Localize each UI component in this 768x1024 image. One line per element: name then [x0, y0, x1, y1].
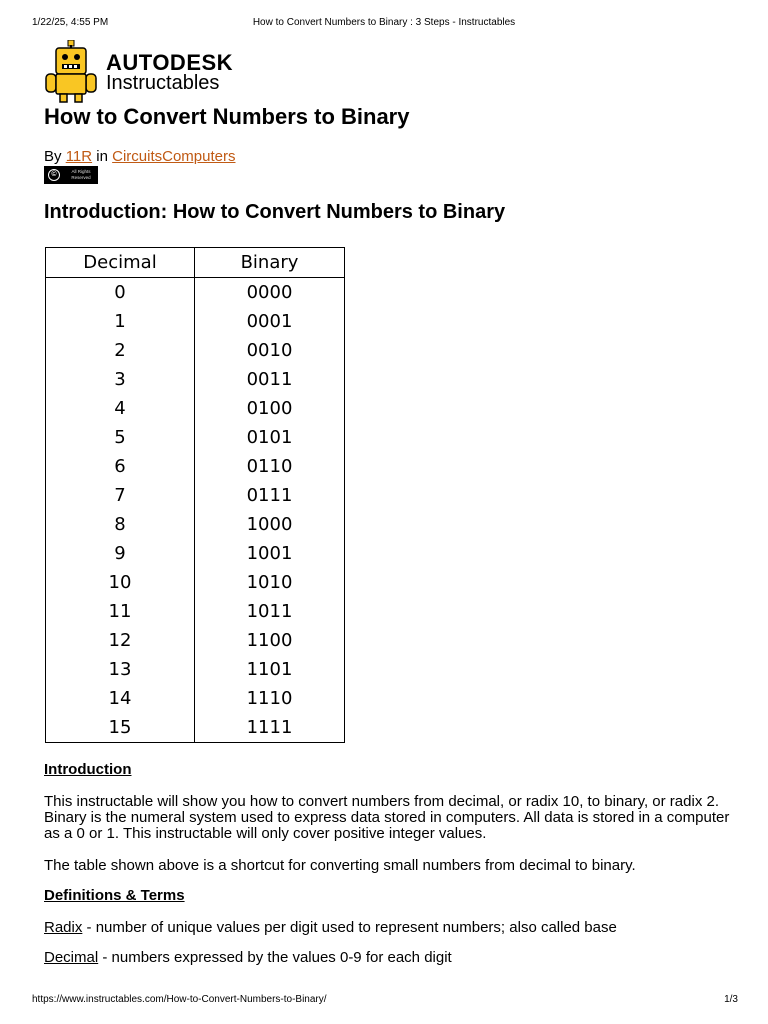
decimal-cell: 1: [46, 307, 195, 336]
logo-product: Instructables: [106, 72, 220, 94]
binary-cell: 0001: [195, 307, 345, 336]
decimal-cell: 14: [46, 684, 195, 713]
radix-definition: [44, 920, 734, 936]
decimal-cell: 4: [46, 394, 195, 423]
table-row: [46, 394, 345, 423]
table-row: [46, 713, 345, 743]
logo-brand: AUTODESK: [106, 50, 234, 75]
license-badge[interactable]: [44, 166, 98, 184]
decimal-cell: 2: [46, 336, 195, 365]
print-footer: [0, 994, 768, 1014]
category-link[interactable]: CircuitsComputers: [112, 148, 236, 165]
radix-term: Radix: [44, 919, 83, 936]
binary-cell: 0000: [195, 278, 345, 308]
table-row: [46, 365, 345, 394]
decimal-cell: 15: [46, 713, 195, 743]
binary-cell: 1010: [195, 568, 345, 597]
decimal-cell: 10: [46, 568, 195, 597]
table-body: [46, 278, 345, 743]
decimal-cell: 8: [46, 510, 195, 539]
table-row: [46, 452, 345, 481]
by-label: By: [44, 148, 62, 165]
article-title: How to Convert Numbers to Binary: [44, 104, 410, 129]
decimal-cell: 5: [46, 423, 195, 452]
copyright-icon: ©: [48, 169, 60, 181]
decimal-term: Decimal: [44, 949, 99, 966]
table-row: [46, 626, 345, 655]
decimal-cell: 7: [46, 481, 195, 510]
site-logo[interactable]: [44, 40, 244, 104]
print-page-number: 1/3: [724, 994, 738, 1005]
binary-cell: 0110: [195, 452, 345, 481]
binary-cell: 0010: [195, 336, 345, 365]
table-row: [46, 423, 345, 452]
decimal-cell: 13: [46, 655, 195, 684]
table-row: [46, 336, 345, 365]
author-link[interactable]: 11R: [65, 148, 93, 165]
table-row: [46, 597, 345, 626]
table-header-row: [46, 248, 345, 278]
print-page-title: How to Convert Numbers to Binary : 3 Steps - Instructables: [252, 17, 516, 28]
print-timestamp: 1/22/25, 4:55 PM: [32, 17, 109, 28]
binary-cell: 1110: [195, 684, 345, 713]
binary-cell: 0111: [195, 481, 345, 510]
binary-cell: 1101: [195, 655, 345, 684]
decimal-cell: 12: [46, 626, 195, 655]
binary-cell: 1000: [195, 510, 345, 539]
table-row: [46, 307, 345, 336]
decimal-cell: 6: [46, 452, 195, 481]
decimal-definition: [44, 950, 734, 966]
print-url: https://www.instructables.com/How-to-Convert-Numbers-to-Binary/: [32, 994, 327, 1005]
binary-cell: 1111: [195, 713, 345, 743]
conversion-table: [45, 247, 345, 743]
table-row: [46, 539, 345, 568]
binary-cell: 0011: [195, 365, 345, 394]
table-row: [46, 481, 345, 510]
table-row: [46, 684, 345, 713]
decimal-cell: 0: [46, 278, 195, 308]
decimal-text: - numbers expressed by the values 0-9 for each digit: [98, 949, 452, 966]
decimal-cell: 11: [46, 597, 195, 626]
byline: [44, 148, 236, 165]
column-header-decimal: Decimal: [46, 248, 195, 278]
in-label: in: [96, 148, 108, 165]
radix-text: - number of unique values per digit used to represent numbers; also called base: [82, 919, 617, 936]
definitions-heading: Definitions & Terms: [44, 887, 185, 904]
binary-cell: 1001: [195, 539, 345, 568]
column-header-binary: Binary: [195, 248, 345, 278]
intro-paragraph: This instructable will show you how to convert numbers from decimal, or radix 10, to binary, or radix 2. Binary is the numeral system used to express data stored in computers. All data is stored in a computer as a 0 or 1. This instructable will only cover positive integer values.: [44, 793, 730, 842]
table-note-paragraph: The table shown above is a shortcut for converting small numbers from decimal to binary.: [44, 857, 636, 874]
binary-cell: 0101: [195, 423, 345, 452]
binary-cell: 0100: [195, 394, 345, 423]
decimal-cell: 9: [46, 539, 195, 568]
binary-cell: 1100: [195, 626, 345, 655]
license-text: All Rights Reserved: [71, 169, 91, 180]
section-title: Introduction: How to Convert Numbers to Binary: [44, 201, 506, 223]
table-row: [46, 278, 345, 308]
table-row: [46, 568, 345, 597]
binary-cell: 1011: [195, 597, 345, 626]
table-row: [46, 655, 345, 684]
instructables-robot-icon: [44, 40, 100, 104]
decimal-cell: 3: [46, 365, 195, 394]
print-header: [0, 0, 768, 30]
table-row: [46, 510, 345, 539]
introduction-heading: Introduction: [44, 761, 132, 778]
